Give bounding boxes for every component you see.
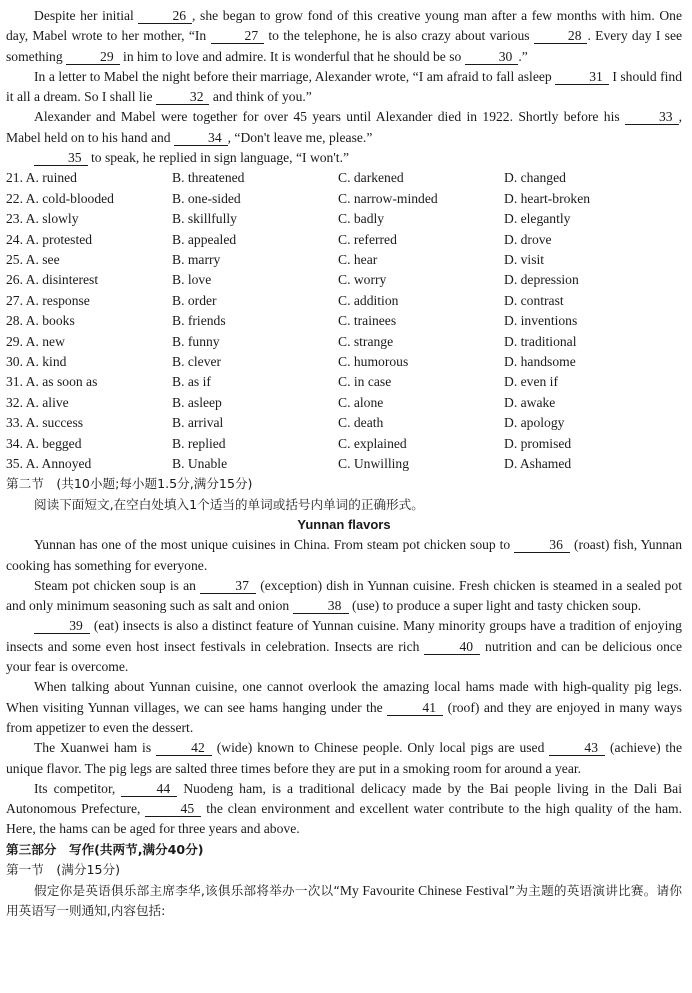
passage-paragraph-4 — [6, 677, 682, 738]
text: . Every day I see something — [6, 28, 683, 64]
option-b: B. as if — [172, 374, 211, 390]
option-c: C. hear — [338, 252, 378, 267]
option-b: B. friends — [172, 313, 226, 329]
option-d: D. contrast — [504, 292, 564, 308]
option-b: B. one-sided — [172, 190, 241, 206]
text: Yunnan has one of the most unique cuisines in China. From steam pot chicken soup to — [34, 537, 511, 553]
cloze-paragraph-3 — [6, 107, 682, 148]
cloze-paragraph-4 — [6, 148, 682, 168]
option-a: 28. A. books — [6, 313, 75, 329]
blank-31: 31 — [555, 69, 609, 85]
option-row — [6, 209, 682, 229]
blank-32: 32 — [156, 89, 210, 105]
option-b: B. clever — [172, 354, 222, 370]
text: Alexander and Mabel were together for over 45 years until Alexander died in 1922. Shortly before his — [34, 109, 620, 125]
blank-33: 33 — [625, 109, 679, 125]
text: , Mabel held on to his hand and — [6, 109, 682, 145]
text: , “Don't leave me, please.” — [227, 129, 373, 145]
option-d: D. even if — [504, 374, 558, 390]
option-b: B. love — [172, 272, 212, 288]
option-c: C. alone — [338, 394, 384, 410]
passage-title: Yunnan flavors — [297, 517, 391, 533]
option-c: C. referred — [338, 231, 397, 247]
option-row — [6, 454, 682, 474]
option-b: B. funny — [172, 333, 220, 349]
blank-43: 43 — [549, 740, 605, 756]
text: (wide) known to Chinese people. Only local pigs are used — [216, 740, 545, 756]
option-row — [6, 311, 682, 331]
option-d: D. inventions — [504, 313, 578, 329]
option-a: 24. A. protested — [6, 231, 93, 247]
text: The Xuanwei ham is — [34, 740, 152, 756]
option-a: 30. A. kind — [6, 354, 67, 370]
option-d: D. depression — [504, 272, 579, 288]
option-d: D. traditional — [504, 333, 577, 349]
option-b: B. arrival — [172, 415, 224, 431]
text: Nuodeng ham, is a traditional delicacy made by the Bai people living in the Dali Bai Autonomous Prefecture, — [6, 780, 682, 817]
option-row — [6, 434, 682, 454]
text: .” — [518, 48, 528, 64]
text: I should find it all a dream. So I shall lie — [6, 68, 683, 105]
text: , she began to grow fond of this creative young man after a few months with him. One day, Mabel wrote to her mother, “In — [6, 8, 682, 44]
cloze-paragraph-1 — [6, 6, 682, 67]
text: Its competitor, — [34, 780, 116, 796]
option-d: D. visit — [504, 252, 545, 267]
text: (roof) and they are enjoyed in many ways from appetizer to even the dessert. — [6, 699, 682, 735]
section2-instruction: 阅读下面短文,在空白处填入1个适当的单词或括号内单词的正确形式。 — [34, 496, 424, 512]
writing-prompt — [6, 881, 682, 922]
text: My Favourite Chinese Festival — [339, 882, 509, 898]
text: (eat) insects is also a distinct feature of Yunnan cuisine. Many minority groups have a tradition of enjoying insects and some even host insect festivals in celebration. Insects are rich — [6, 618, 682, 654]
text: (roast) fish, Yunnan cooking has something for everyone. — [6, 537, 683, 573]
option-row — [6, 189, 682, 209]
passage-paragraph-5 — [6, 738, 682, 779]
text: (achieve) the unique flavor. The pig legs are salted three times before they are put in a smoking room for around a year. — [6, 740, 683, 776]
blank-41: 41 — [387, 700, 443, 716]
option-b: B. appealed — [172, 231, 237, 247]
option-b: B. Unable — [172, 456, 228, 472]
text: the clean environment and excellent water contribute to the high quality of the ham. Here, the hams can be aged for three years and above. — [6, 801, 682, 837]
option-b: B. asleep — [172, 394, 222, 410]
option-a: 31. A. as soon as — [6, 374, 98, 390]
option-d: D. drove — [504, 231, 552, 247]
option-c: C. strange — [338, 333, 394, 349]
passage-paragraph-1 — [6, 535, 682, 576]
option-row — [6, 413, 682, 433]
blank-37: 37 — [200, 578, 256, 594]
text: (use) to produce a super light and tasty chicken soup. — [352, 598, 642, 614]
option-a: 26. A. disinterest — [6, 272, 99, 288]
blank-39: 39 — [34, 618, 90, 634]
option-a: 23. A. slowly — [6, 211, 79, 227]
option-c: C. death — [338, 415, 384, 431]
text: When talking about Yunnan cuisine, one cannot overlook the amazing local hams made with high-quality pig legs. When visiting Yunnan villages, we can see hams hanging under the — [6, 679, 682, 715]
option-c: C. explained — [338, 435, 407, 451]
text: 假定你是英语俱乐部主席李华,该俱乐部将举办一次以“ — [34, 882, 340, 898]
blank-45: 45 — [145, 801, 201, 817]
option-d: D. changed — [504, 170, 566, 186]
text: in him to love and admire. It is wonderful that he should be so — [123, 48, 462, 64]
blank-28: 28 — [534, 28, 588, 44]
text: ”为主题的英语演讲比赛。请你用英语写一则通知,内容包括: — [6, 882, 682, 918]
section2-heading: 第二节 (共10小题;每小题1.5分,满分15分) — [6, 476, 253, 492]
blank-38: 38 — [293, 598, 349, 614]
option-row — [6, 332, 682, 352]
option-a: 29. A. new — [6, 333, 65, 349]
option-a: 33. A. success — [6, 415, 84, 431]
part3-heading: 第三部分 写作(共两节,满分40分) — [6, 841, 204, 857]
passage-paragraph-6 — [6, 779, 682, 840]
option-b: B. replied — [172, 435, 226, 451]
option-d: D. promised — [504, 435, 572, 451]
option-row — [6, 393, 682, 413]
option-b: B. threatened — [172, 170, 245, 186]
option-row — [6, 168, 682, 188]
exam-page — [6, 6, 682, 921]
option-a: 35. A. Annoyed — [6, 456, 92, 472]
text: to speak, he replied in sign language, “I won't.” — [91, 150, 350, 166]
option-a: 25. A. see — [6, 252, 60, 267]
option-row — [6, 291, 682, 311]
option-c: C. Unwilling — [338, 456, 409, 472]
blank-35: 35 — [34, 150, 88, 166]
blank-27: 27 — [211, 28, 265, 44]
option-c: C. worry — [338, 272, 387, 288]
option-b: B. order — [172, 292, 217, 308]
blank-44: 44 — [121, 781, 177, 797]
options-table — [6, 168, 682, 474]
blank-29: 29 — [66, 49, 120, 65]
blank-42: 42 — [156, 740, 212, 756]
blank-40: 40 — [424, 639, 480, 655]
option-d: D. heart-broken — [504, 190, 591, 206]
option-row — [6, 230, 682, 250]
text: to the telephone, he is also crazy about various — [268, 28, 530, 44]
text: and think of you.” — [212, 89, 312, 105]
option-a: 32. A. alive — [6, 394, 69, 410]
option-d: D. elegantly — [504, 211, 571, 227]
blank-26: 26 — [138, 8, 192, 24]
option-row — [6, 250, 682, 270]
option-a: 21. A. ruined — [6, 170, 77, 186]
text: Despite her initial — [34, 8, 134, 23]
blank-36: 36 — [514, 537, 570, 553]
option-b: B. skillfully — [172, 211, 237, 227]
passage-paragraph-3 — [6, 616, 682, 677]
option-c: C. darkened — [338, 170, 404, 186]
text: Steam pot chicken soup is an — [34, 577, 196, 593]
option-row — [6, 372, 682, 392]
option-row — [6, 270, 682, 290]
option-b: B. marry — [172, 252, 221, 267]
blank-30: 30 — [465, 49, 519, 65]
option-d: D. Ashamed — [504, 456, 572, 472]
option-c: C. narrow-minded — [338, 190, 438, 206]
option-c: C. humorous — [338, 354, 409, 370]
text: (exception) dish in Yunnan cuisine. Fresh chicken is steamed in a sealed pot and only minimum seasoning such as salt and onion — [6, 577, 683, 614]
option-row — [6, 352, 682, 372]
cloze-paragraph-2 — [6, 67, 682, 108]
blank-34: 34 — [174, 130, 228, 146]
option-c: C. addition — [338, 292, 399, 308]
part3-subheading: 第一节 (满分15分) — [6, 862, 121, 878]
option-a: 22. A. cold-blooded — [6, 190, 114, 206]
option-c: C. badly — [338, 211, 385, 227]
option-d: D. handsome — [504, 354, 576, 370]
option-d: D. awake — [504, 394, 556, 410]
option-c: C. trainees — [338, 313, 397, 329]
option-a: 34. A. begged — [6, 435, 82, 451]
text: nutrition and can be delicious once your fear is overcome. — [6, 638, 682, 675]
option-c: C. in case — [338, 374, 392, 390]
option-d: D. apology — [504, 415, 565, 431]
text: In a letter to Mabel the night before their marriage, Alexander wrote, “I am afraid to fall asleep — [34, 68, 552, 84]
passage-paragraph-2 — [6, 576, 682, 617]
option-a: 27. A. response — [6, 292, 90, 308]
